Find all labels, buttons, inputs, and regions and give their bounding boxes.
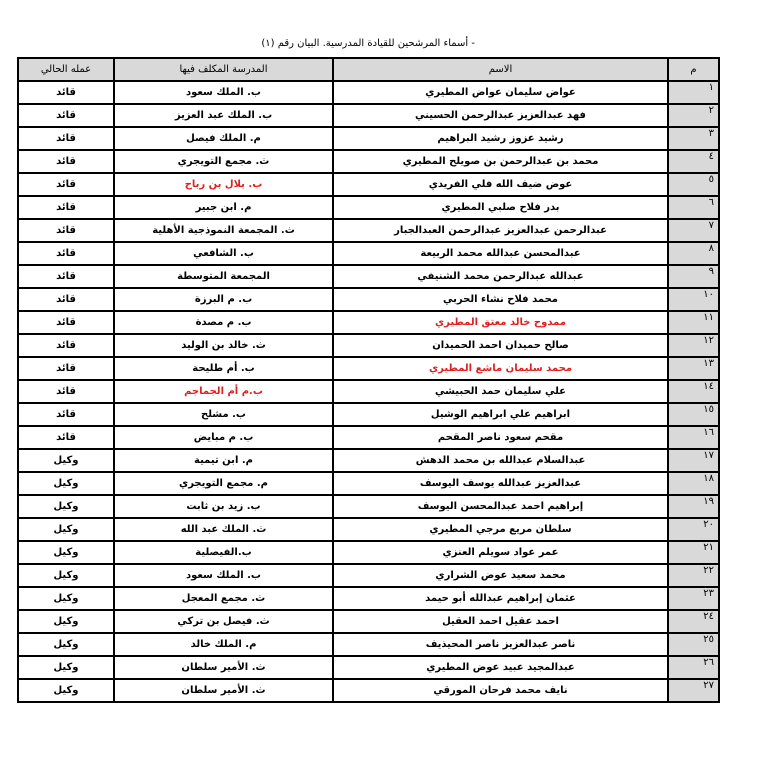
assigned-school-cell: ث. فيصل بن تركي [114, 610, 333, 633]
candidate-name-cell: محمد سليمان ماشع المطيري [333, 357, 668, 380]
row-number-cell: ٦ [668, 196, 719, 219]
candidate-name-cell: صالح حميدان احمد الحميدان [333, 334, 668, 357]
assigned-school-cell: المجمعة المتوسطة [114, 265, 333, 288]
table-row [18, 495, 719, 518]
current-role-cell: قائد [18, 81, 114, 104]
table-row [18, 127, 719, 150]
assigned-school-cell: ث. الأمير سلطان [114, 656, 333, 679]
assigned-school-cell: ث. المجمعة النموذجية الأهلية [114, 219, 333, 242]
current-role-cell: قائد [18, 104, 114, 127]
assigned-school-cell: م. ابن تيمية [114, 449, 333, 472]
assigned-school-cell: ب. الشافعي [114, 242, 333, 265]
current-role-cell: وكيل [18, 472, 114, 495]
table-row [18, 242, 719, 265]
table-row [18, 518, 719, 541]
document-caption: - أسماء المرشحين للقيادة المدرسية. البيان رقم (١) [261, 38, 475, 49]
current-role-cell: قائد [18, 173, 114, 196]
table-row [18, 610, 719, 633]
table-row [18, 541, 719, 564]
table-row [18, 679, 719, 702]
assigned-school-cell: ب. الملك سعود [114, 81, 333, 104]
candidate-name-cell: محمد بن عبدالرحمن بن صويلح المطيري [333, 150, 668, 173]
candidate-name-cell: ممدوح خالد معتق المطيري [333, 311, 668, 334]
table-row [18, 219, 719, 242]
row-number-cell: ٥ [668, 173, 719, 196]
table-row [18, 288, 719, 311]
table-row [18, 633, 719, 656]
row-number-cell: ٢ [668, 104, 719, 127]
candidate-name-cell: ابراهيم علي ابراهيم الوشيل [333, 403, 668, 426]
row-number-cell: ١٢ [668, 334, 719, 357]
table-row [18, 357, 719, 380]
current-role-cell: وكيل [18, 495, 114, 518]
candidate-name-cell: سلطان مريع مرجي المطيري [333, 518, 668, 541]
current-role-cell: قائد [18, 403, 114, 426]
column-header-num: م [668, 58, 719, 81]
candidate-name-cell: ناصر عبدالعزيز ناصر المحيذيف [333, 633, 668, 656]
row-number-cell: ١٥ [668, 403, 719, 426]
current-role-cell: قائد [18, 127, 114, 150]
candidate-name-cell: عبدالمجيد عبيد عوض المطيري [333, 656, 668, 679]
current-role-cell: قائد [18, 150, 114, 173]
row-number-cell: ١١ [668, 311, 719, 334]
row-number-cell: ٣ [668, 127, 719, 150]
current-role-cell: قائد [18, 196, 114, 219]
candidate-name-cell: عبدالمحسن عبدالله محمد الربيعة [333, 242, 668, 265]
current-role-cell: قائد [18, 426, 114, 449]
current-role-cell: وكيل [18, 656, 114, 679]
current-role-cell: قائد [18, 357, 114, 380]
candidate-name-cell: فهد عبدالعزيز عبدالرحمن الحسيني [333, 104, 668, 127]
table-row [18, 587, 719, 610]
column-header-role: عمله الحالي [18, 58, 114, 81]
current-role-cell: وكيل [18, 518, 114, 541]
row-number-cell: ١٨ [668, 472, 719, 495]
current-role-cell: قائد [18, 219, 114, 242]
row-number-cell: ٢٢ [668, 564, 719, 587]
column-header-name: الاسم [333, 58, 668, 81]
row-number-cell: ٢٣ [668, 587, 719, 610]
candidate-name-cell: عمر عواد سويلم العنزي [333, 541, 668, 564]
row-number-cell: ٢٧ [668, 679, 719, 702]
assigned-school-cell: ث. مجمع التويجري [114, 150, 333, 173]
table-row [18, 380, 719, 403]
row-number-cell: ٢١ [668, 541, 719, 564]
row-number-cell: ٢٤ [668, 610, 719, 633]
table-row [18, 196, 719, 219]
candidate-name-cell: عبدالعزيز عبدالله يوسف اليوسف [333, 472, 668, 495]
current-role-cell: قائد [18, 311, 114, 334]
row-number-cell: ٩ [668, 265, 719, 288]
table-row [18, 426, 719, 449]
current-role-cell: قائد [18, 265, 114, 288]
candidate-name-cell: رشيد عزوز رشيد البراهيم [333, 127, 668, 150]
row-number-cell: ١٣ [668, 357, 719, 380]
assigned-school-cell: م. الملك خالد [114, 633, 333, 656]
candidate-name-cell: بدر فلاح صلبي المطيري [333, 196, 668, 219]
table-row [18, 449, 719, 472]
candidate-name-cell: عبدالله عبدالرحمن محمد الشنيفي [333, 265, 668, 288]
row-number-cell: ١٠ [668, 288, 719, 311]
table-row [18, 265, 719, 288]
row-number-cell: ١٤ [668, 380, 719, 403]
current-role-cell: وكيل [18, 449, 114, 472]
table-row [18, 311, 719, 334]
row-number-cell: ٧ [668, 219, 719, 242]
assigned-school-cell: ب. أم طليحة [114, 357, 333, 380]
row-number-cell: ١٩ [668, 495, 719, 518]
assigned-school-cell: ب. م مصدة [114, 311, 333, 334]
table-row [18, 472, 719, 495]
column-header-school: المدرسة المكلف فيها [114, 58, 333, 81]
assigned-school-cell: ب.الفيصلية [114, 541, 333, 564]
table-row [18, 403, 719, 426]
table-row [18, 104, 719, 127]
assigned-school-cell: ث. خالد بن الوليد [114, 334, 333, 357]
table-row [18, 81, 719, 104]
current-role-cell: وكيل [18, 633, 114, 656]
current-role-cell: وكيل [18, 587, 114, 610]
current-role-cell: قائد [18, 242, 114, 265]
candidate-name-cell: عبدالرحمن عبدالعزيز عبدالرحمن العبدالجبار [333, 219, 668, 242]
current-role-cell: وكيل [18, 541, 114, 564]
candidate-name-cell: عبدالسلام عبدالله بن محمد الدهش [333, 449, 668, 472]
row-number-cell: ١٦ [668, 426, 719, 449]
table-header-row [18, 58, 719, 81]
assigned-school-cell: ب. زيد بن ثابت [114, 495, 333, 518]
current-role-cell: قائد [18, 380, 114, 403]
assigned-school-cell: ب. بلال بن رباح [114, 173, 333, 196]
candidates-table [17, 57, 720, 703]
table-row [18, 564, 719, 587]
candidate-name-cell: إبراهيم احمد عبدالمحسن اليوسف [333, 495, 668, 518]
current-role-cell: وكيل [18, 610, 114, 633]
current-role-cell: وكيل [18, 564, 114, 587]
candidate-name-cell: عواض سليمان عواض المطيري [333, 81, 668, 104]
assigned-school-cell: ث. الأمير سلطان [114, 679, 333, 702]
candidate-name-cell: محمد سعيد عوض الشراري [333, 564, 668, 587]
candidate-name-cell: عوض ضيف الله فلي الفريدي [333, 173, 668, 196]
current-role-cell: قائد [18, 288, 114, 311]
row-number-cell: ٢٠ [668, 518, 719, 541]
row-number-cell: ٨ [668, 242, 719, 265]
row-number-cell: ٢٦ [668, 656, 719, 679]
row-number-cell: ١٧ [668, 449, 719, 472]
assigned-school-cell: م. مجمع التويجري [114, 472, 333, 495]
candidate-name-cell: محمد فلاح نشاء الحربي [333, 288, 668, 311]
assigned-school-cell: ب. م البرزة [114, 288, 333, 311]
assigned-school-cell: ب. الملك سعود [114, 564, 333, 587]
candidate-name-cell: مقحم سعود ناصر المقحم [333, 426, 668, 449]
assigned-school-cell: ث. مجمع المعجل [114, 587, 333, 610]
row-number-cell: ١ [668, 81, 719, 104]
assigned-school-cell: ب. مشلح [114, 403, 333, 426]
current-role-cell: وكيل [18, 679, 114, 702]
candidate-name-cell: نايف محمد فرحان المورقي [333, 679, 668, 702]
table-row [18, 150, 719, 173]
assigned-school-cell: ب. م مبايض [114, 426, 333, 449]
assigned-school-cell: م. الملك فيصل [114, 127, 333, 150]
row-number-cell: ٢٥ [668, 633, 719, 656]
table-row [18, 173, 719, 196]
candidate-name-cell: علي سليمان حمد الحبيشي [333, 380, 668, 403]
assigned-school-cell: م. ابن جبير [114, 196, 333, 219]
candidate-name-cell: عثمان إبراهيم عبدالله أبو حيمد [333, 587, 668, 610]
current-role-cell: قائد [18, 334, 114, 357]
table-row [18, 334, 719, 357]
assigned-school-cell: ب. الملك عبد العزيز [114, 104, 333, 127]
assigned-school-cell: ث. الملك عبد الله [114, 518, 333, 541]
assigned-school-cell: ب.م أم الجماجم [114, 380, 333, 403]
candidate-name-cell: احمد عقيل احمد العقيل [333, 610, 668, 633]
table-row [18, 656, 719, 679]
row-number-cell: ٤ [668, 150, 719, 173]
